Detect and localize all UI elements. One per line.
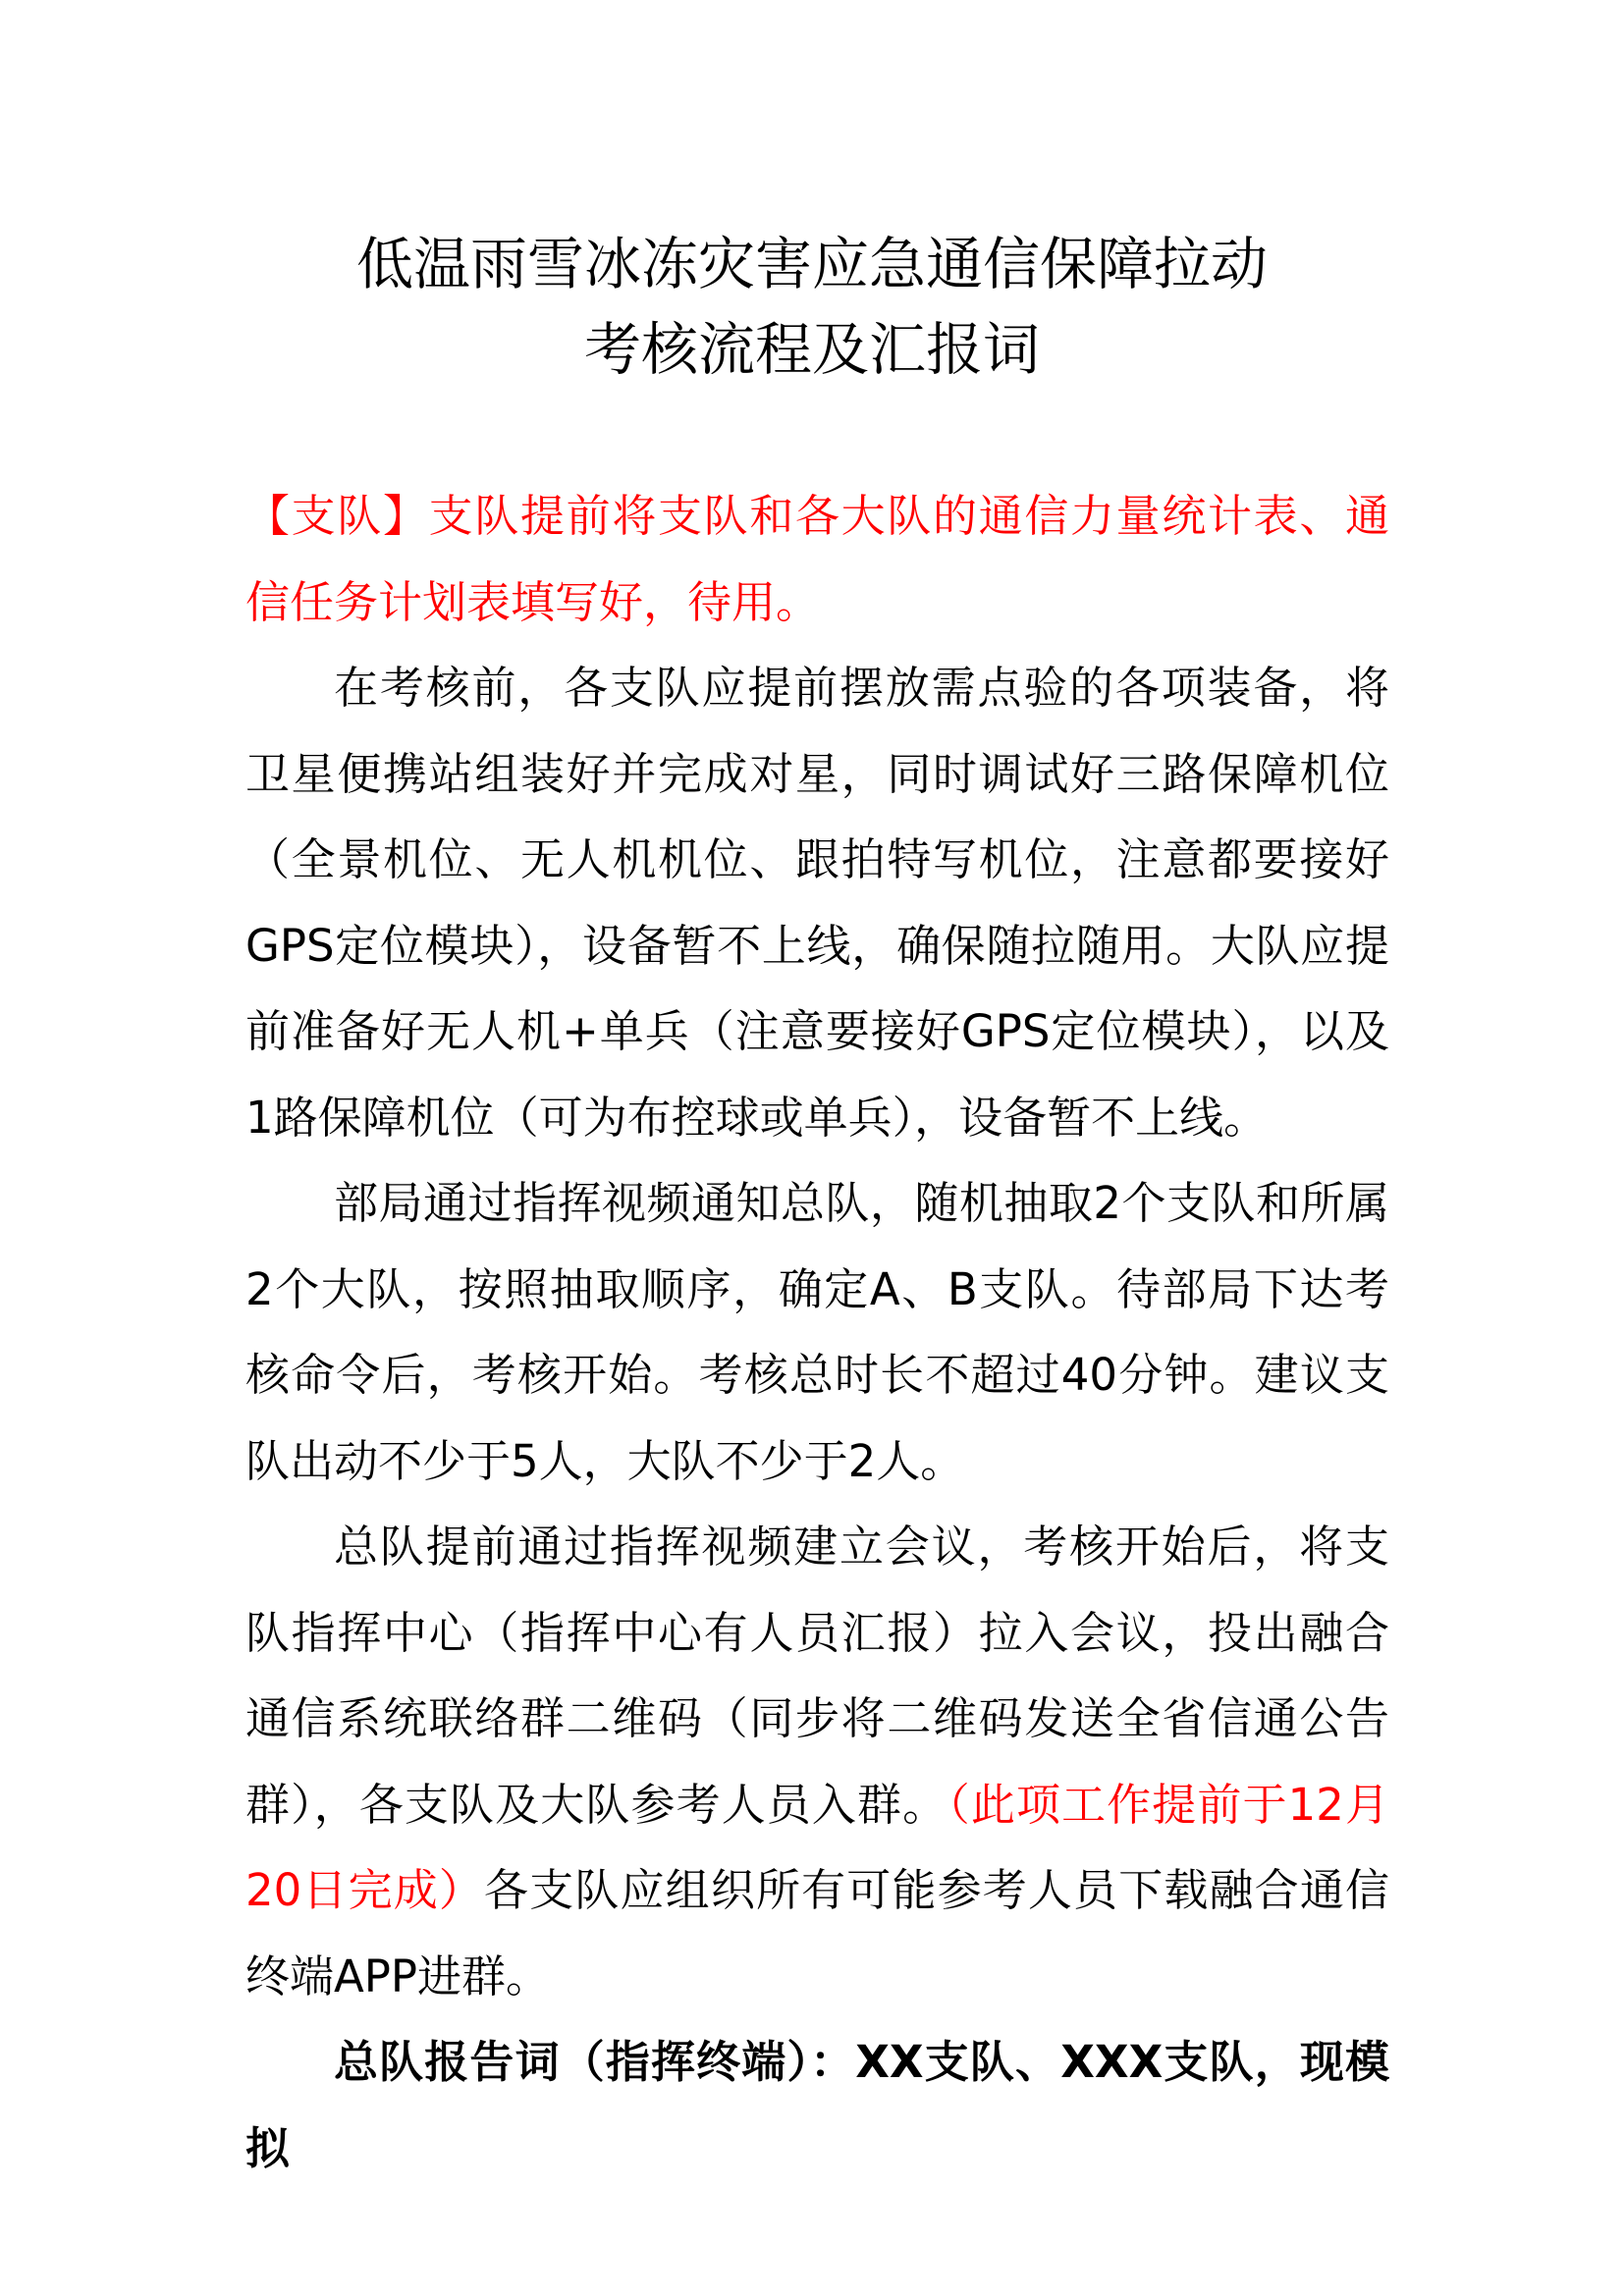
paragraph-equipment-setup: 在考核前，各支队应提前摆放需点验的各项装备，将卫星便携站组装好并完成对星，同时调试好三路保障机位（全景机位、无人机机位、跟拍特写机位，注意都要接好GPS定位模块），设备暂不上线，确保随拉随用。大队应提前准备好无人机+单兵（注意要接好GPS定位模块），以及1路保障机位（可为布控球或单兵），设备暂不上线。 xyxy=(245,662,1389,1144)
document-body xyxy=(245,473,1389,2191)
page-title-line-1: 低温雨雪冰冻灾害应急通信保障拉动 xyxy=(355,231,1268,297)
page-title-line-2: 考核流程及汇报词 xyxy=(583,316,1040,383)
paragraph-assessment-procedure: 部局通过指挥视频通知总队，随机抽取2个支队和所属2个大队，按照抽取顺序，确定A、B支队。待部局下达考核命令后，考核开始。考核总时长不超过40分钟。建议支队出动不少于5人，大队不少于2人。 xyxy=(245,1177,1389,1487)
app-download-text: 各支队应组织所有可能参考人员下载融合通信终端APP进群。 xyxy=(245,1864,1389,2002)
paragraph-preparation-note: 【支队】支队提前将支队和各大队的通信力量统计表、通信任务计划表填写好，待用。 xyxy=(245,490,1389,628)
paragraph-meeting-setup xyxy=(245,1504,1389,2019)
meeting-setup-text: 总队提前通过指挥视频建立会议，考核开始后，将支队指挥中心（指挥中心有人员汇报）拉入会议，投出融合通信系统联络群二维码（同步将二维码发送全省信通公告群），各支队及大队参考人员入群。 xyxy=(245,1521,1389,1831)
deadline-note: （此项工作提前于12月20日完成） xyxy=(245,1778,1389,1916)
paragraph-report-script: 总队报告词（指挥终端）：XX支队、XXX支队，现模拟 xyxy=(245,2036,1389,2174)
